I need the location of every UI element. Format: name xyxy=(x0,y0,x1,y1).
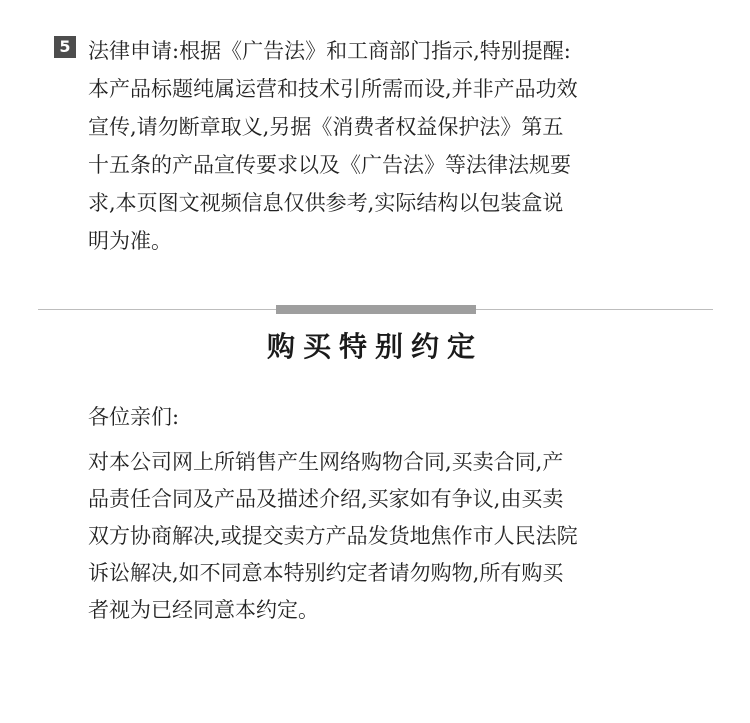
notice-number-badge: 5 xyxy=(54,36,76,58)
agreement-title: 购买特别约定 xyxy=(266,330,483,363)
agreement-body-text: 对本公司网上所销售产生网络购物合同,买卖合同,产 品责任合同及产品及描述介绍,买家如有争议,由买卖 双方协商解决,或提交卖方产品发货地焦作市人民法院 诉讼解决,如不同意本特别约定者请勿购物,所有购买 者视为已经同意本约定。 xyxy=(88,450,578,622)
agreement-greeting: 各位亲们: xyxy=(88,405,180,429)
section-divider-accent xyxy=(276,305,476,314)
legal-notice-text: 法律申请:根据《广告法》和工商部门指示,特别提醒: 本产品标题纯属运营和技术引所需而设,并非产品功效 宣传,请勿断章取义,另据《消费者权益保护法》第五 十五条的产品宣传要求以及《广告法》等法律法规要 求,本页图文视频信息仅供参考,实际结构以包装盒说 明为准。 xyxy=(88,39,578,253)
legal-notice xyxy=(54,32,694,260)
